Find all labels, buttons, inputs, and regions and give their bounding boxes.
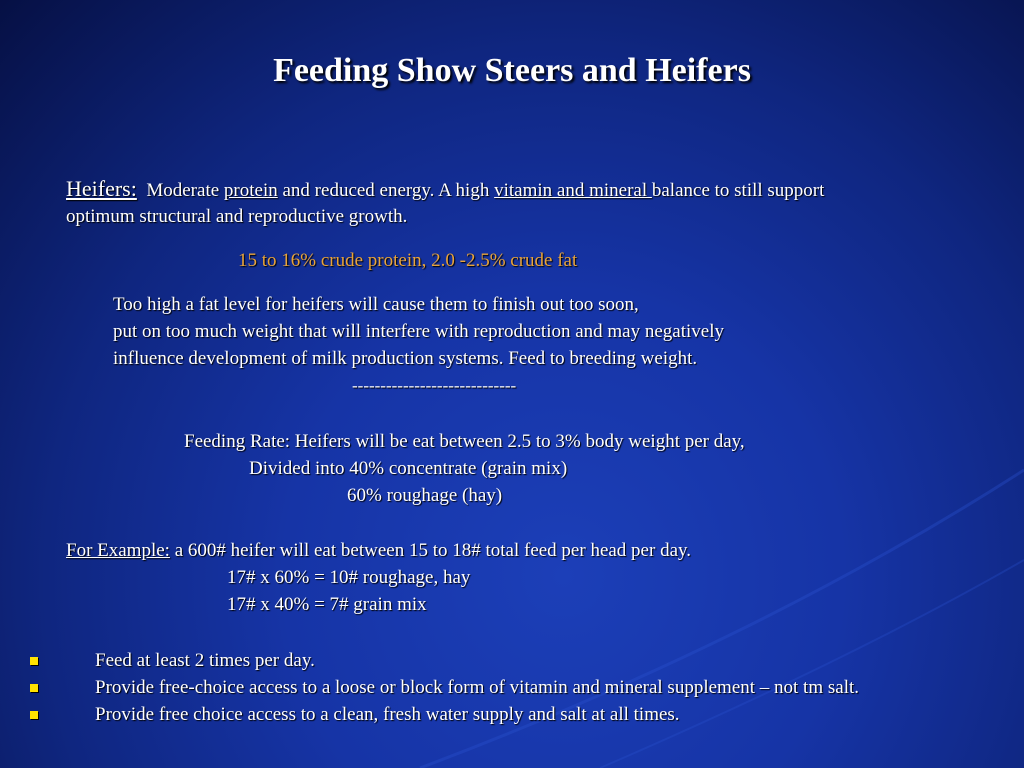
bullet-item-2: Provide free-choice access to a loose or block form of vitamin and mineral supplement – not tm salt. bbox=[95, 677, 859, 698]
crude-protein-line: 15 to 16% crude protein, 2.0 -2.5% crude fat bbox=[238, 250, 578, 271]
heifers-vitamin-mineral: vitamin and mineral bbox=[494, 180, 652, 201]
heifers-line-1 bbox=[66, 178, 824, 202]
example-calc-1: 17# x 60% = 10# roughage, hay bbox=[227, 567, 471, 588]
heifers-label: Heifers: bbox=[66, 176, 137, 201]
fat-warning-line-2: put on too much weight that will interfere with reproduction and may negatively bbox=[113, 321, 725, 342]
example-label: For Example: bbox=[66, 540, 170, 561]
heifers-pre-protein: Moderate bbox=[146, 180, 224, 201]
bullet-square-icon bbox=[30, 711, 38, 719]
feeding-rate-line-2: Divided into 40% concentrate (grain mix) bbox=[249, 458, 568, 479]
feeding-rate-line-1: Feeding Rate: Heifers will be eat between 2.5 to 3% body weight per day, bbox=[184, 431, 745, 452]
fat-warning-line-3: influence development of milk production systems. Feed to breeding weight. bbox=[113, 348, 698, 369]
bullet-item-3: Provide free choice access to a clean, fresh water supply and salt at all times. bbox=[95, 704, 680, 725]
example-calc-2: 17# x 40% = 7# grain mix bbox=[227, 594, 427, 615]
fat-warning-line-1: Too high a fat level for heifers will cause them to finish out too soon, bbox=[113, 294, 639, 315]
bullet-square-icon bbox=[30, 657, 38, 665]
heifers-line-2: optimum structural and reproductive growth. bbox=[66, 206, 408, 227]
feeding-rate-line-3: 60% roughage (hay) bbox=[347, 485, 503, 506]
divider: ----------------------------- bbox=[352, 376, 517, 395]
heifers-mid: and reduced energy. A high bbox=[277, 180, 495, 201]
bullet-item-1: Feed at least 2 times per day. bbox=[95, 650, 315, 671]
heifers-protein: protein bbox=[223, 180, 278, 201]
example-line bbox=[66, 540, 691, 562]
bullet-square-icon bbox=[30, 684, 38, 692]
heifers-post: balance to still support bbox=[651, 180, 825, 201]
slide-title: Feeding Show Steers and Heifers bbox=[273, 52, 751, 89]
example-text: a 600# heifer will eat between 15 to 18# total feed per head per day. bbox=[169, 540, 692, 561]
